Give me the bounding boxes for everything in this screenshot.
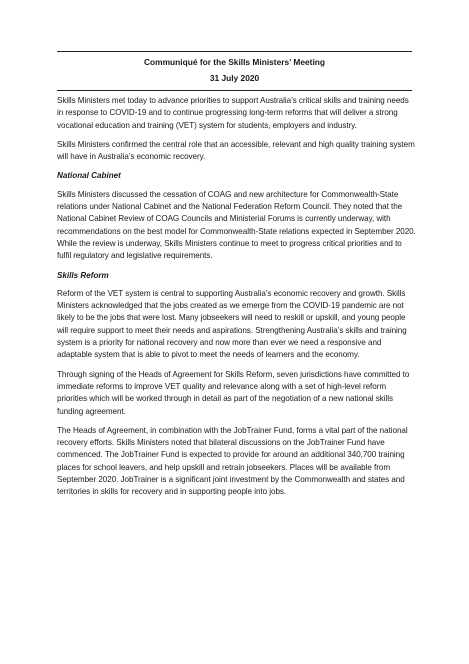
paragraph-skills-reform-2: Through signing of the Heads of Agreement for Skills Reform, seven jurisdictions have committed to immediate reforms to improve VET quality and relevance along with a set of high-level reform priorities which will be worked through in detail as part of the negotiation of a new national skills funding agreement.: [57, 369, 410, 416]
header-top-rule: [57, 51, 412, 52]
section-heading-skills-reform: Skills Reform: [57, 270, 109, 280]
document-title: Communiqué for the Skills Ministers’ Meeting: [143, 57, 326, 67]
paragraph-skills-reform-3: The Heads of Agreement, in combination with the JobTrainer Fund, forms a vital part of the national recovery efforts. Skills Ministers noted that bilateral discussions on the JobTrainer Fund have commenced. The JobTrainer Fund is expected to provide for around an additional 340,700 training places for school leavers, and help upskill and retrain jobseekers. Places will be available from September 2020. JobTrainer is a significant joint investment by the Commonwealth and states and territories in skills for recovery and in supporting people into jobs.: [57, 425, 408, 497]
paragraph-national-cabinet: Skills Ministers discussed the cessation of COAG and new architecture for Commonwealth-State relations under National Cabinet and the National Federation Reform Council. They noted that the National Cabinet Review of COAG Councils and Ministerial Forums is currently underway, with recommendations on the best model for Commonwealth-State relations expected in September 2020. While the review is underway, Skills Ministers continue to meet to progress critical priorities and to fulfil regulatory and legislative requirements.: [57, 189, 416, 261]
document-body: [57, 95, 416, 506]
paragraph-intro: Skills Ministers met today to advance priorities to support Australia’s critical skills and training needs in response to COVID-19 and to continue progressing long-term reforms that will deliver a strong vocational education and training (VET) system for students, employers and industry.: [57, 96, 409, 130]
document-date: 31 July 2020: [209, 73, 260, 83]
section-heading-national-cabinet: National Cabinet: [57, 171, 121, 181]
paragraph-skills-reform-1: Reform of the VET system is central to supporting Australia’s economic recovery and growth. Skills Ministers acknowledged that the jobs created as we emerge from the COVID-19 pandemic are not likely to be the jobs that were lost. Many jobseekers will need to reskill or upskill, and young people will require support to meet their needs and aspirations. Strengthening Australia’s skills and training system is a priority for national recovery and now more than ever we need a responsive and adaptable system that is able to pivot to meet the needs of learners and the economy.: [57, 288, 407, 360]
paragraph-central-role: Skills Ministers confirmed the central role that an accessible, relevant and high quality training system will have in Australia’s economic recovery.: [57, 139, 415, 162]
header-bottom-rule: [57, 90, 412, 91]
title-block: [57, 56, 412, 84]
